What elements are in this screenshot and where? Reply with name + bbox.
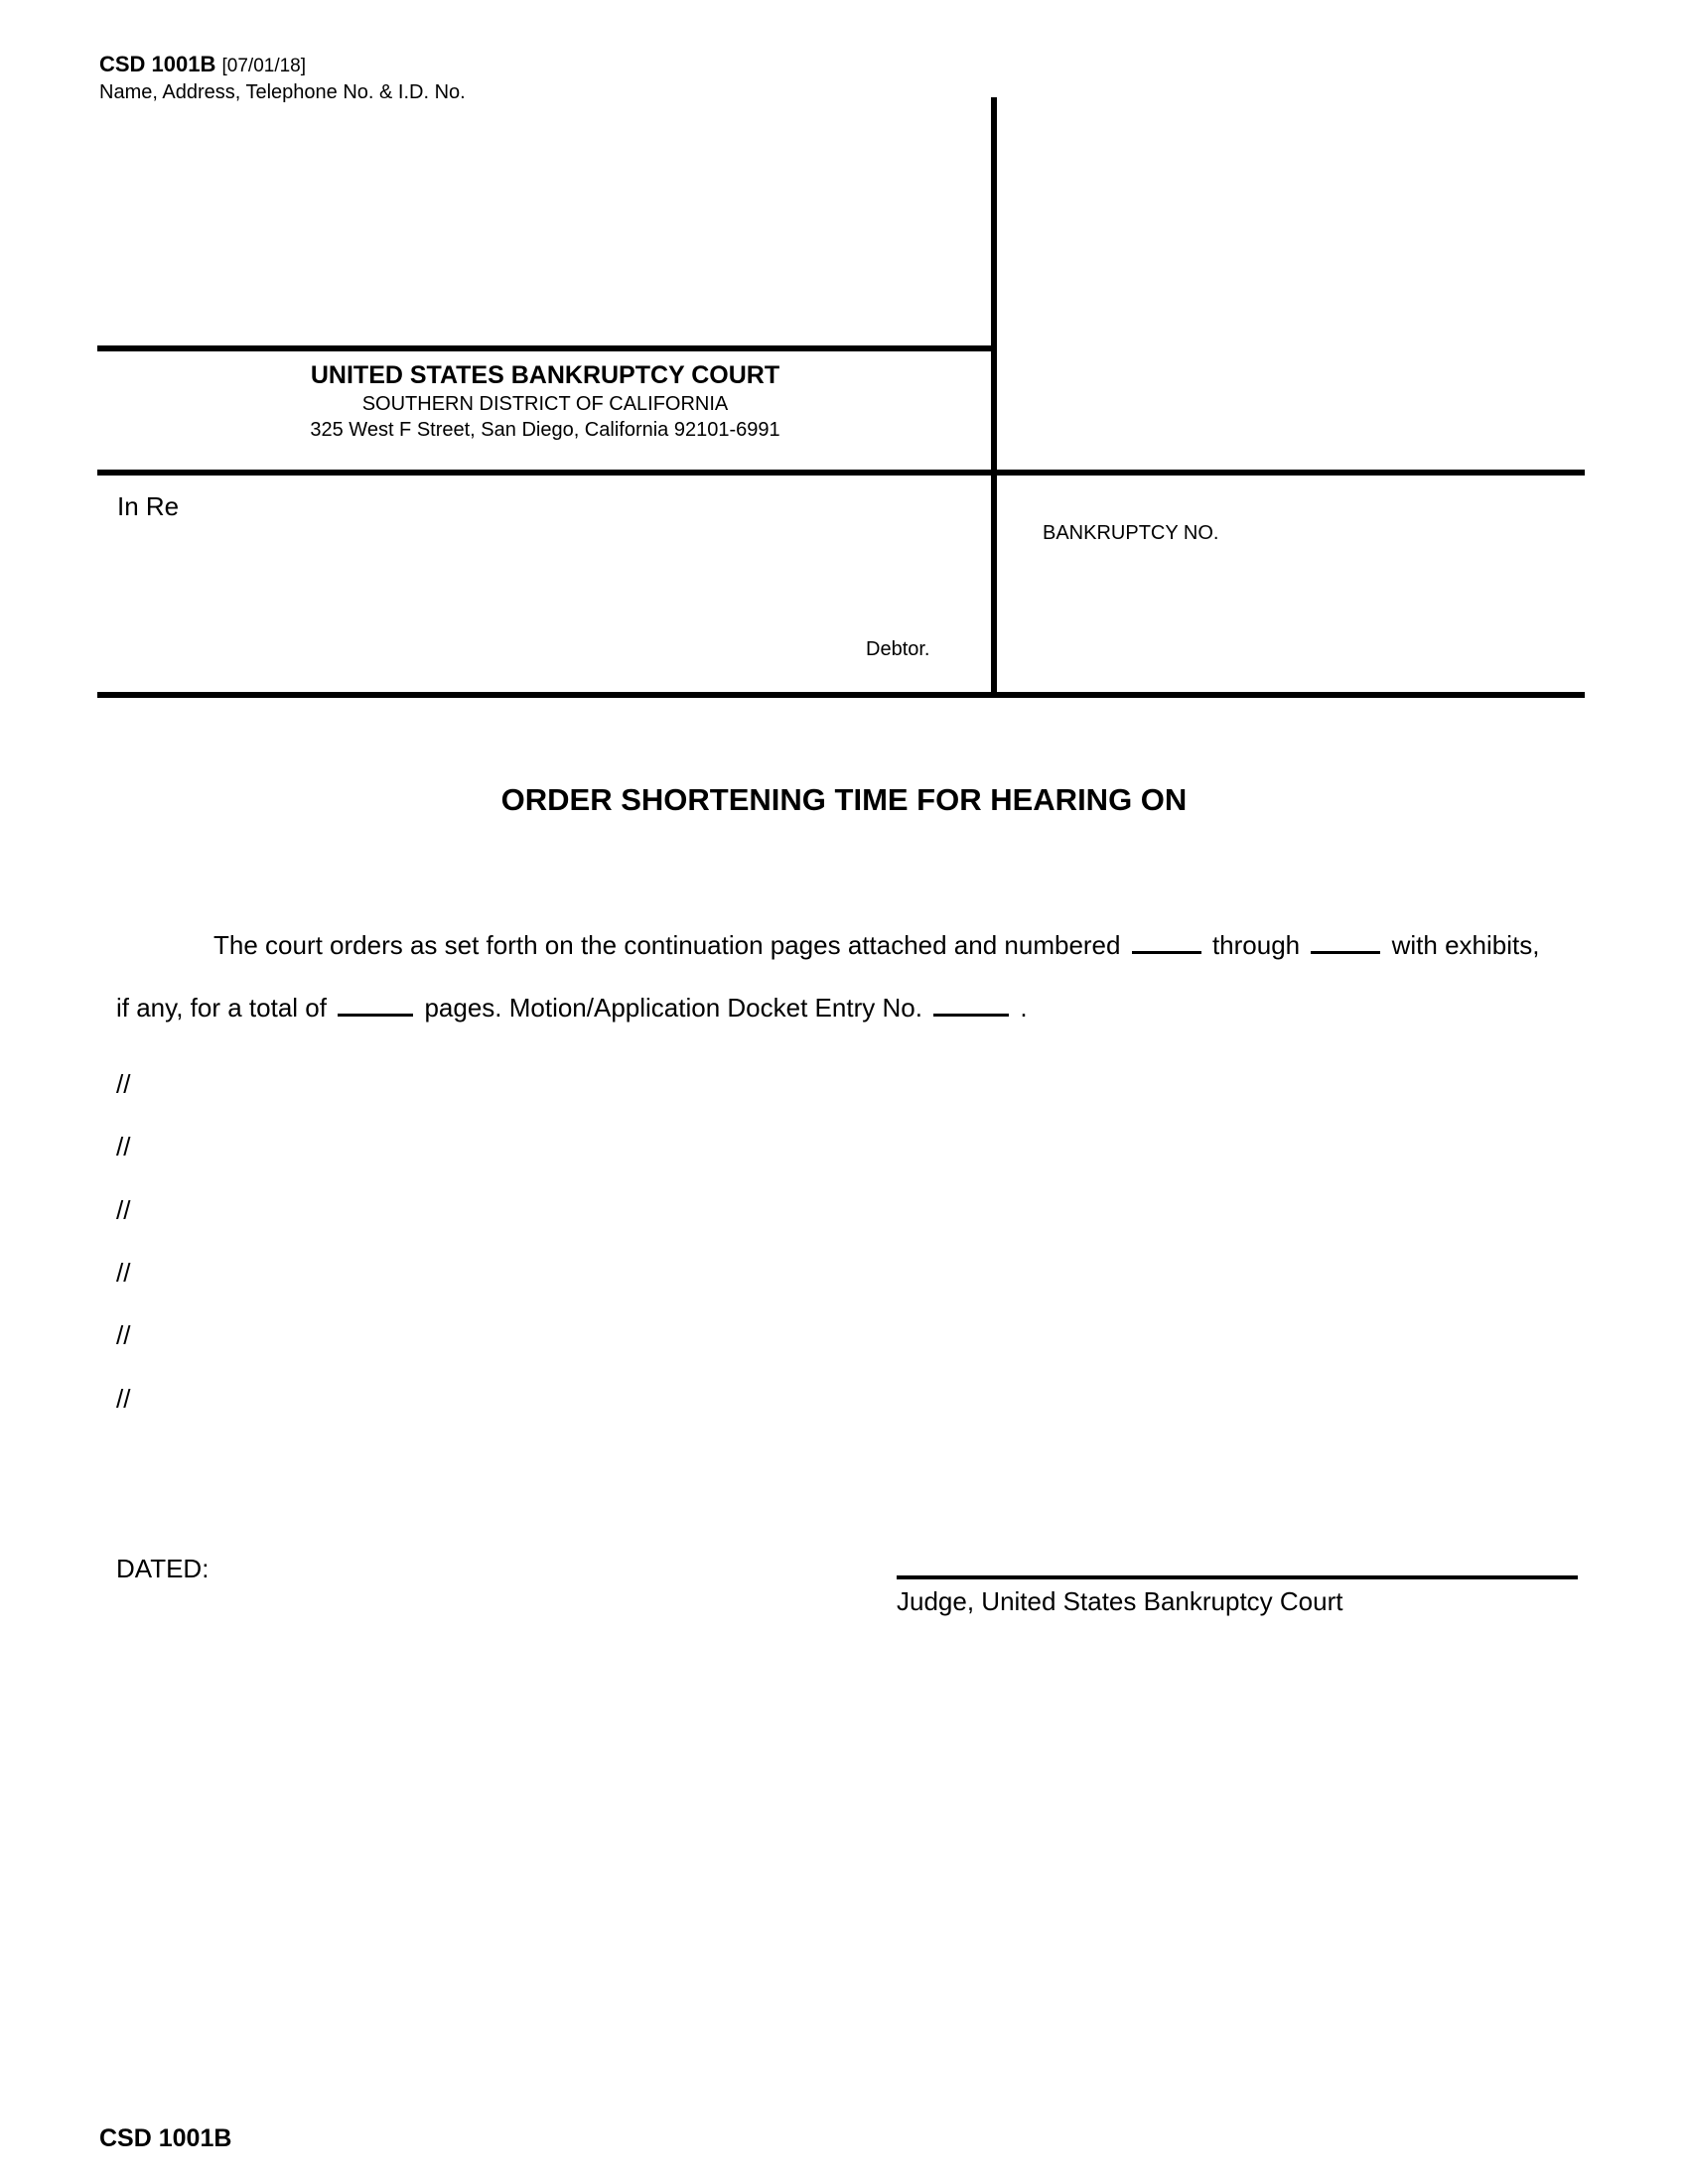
attorney-info-label: Name, Address, Telephone No. & I.D. No.	[99, 81, 466, 103]
order-text: through	[1211, 930, 1301, 960]
order-text: pages. Motion/Application Docket Entry No.	[424, 993, 922, 1023]
start-page-blank[interactable]	[1132, 927, 1201, 954]
form-code-label: CSD 1001B	[99, 52, 216, 76]
total-pages-blank[interactable]	[338, 990, 413, 1017]
order-text: if any, for a total of	[116, 993, 327, 1023]
court-district: SOUTHERN DISTRICT OF CALIFORNIA	[361, 393, 729, 415]
order-text: .	[1020, 993, 1028, 1023]
continuation-slash: //	[116, 1069, 131, 1099]
caption-bottom-rule	[97, 692, 1585, 698]
order-title: ORDER SHORTENING TIME FOR HEARING ON	[500, 782, 1188, 817]
continuation-slash: //	[116, 1195, 131, 1225]
caption-vertical-divider	[991, 97, 997, 695]
order-paragraph-line-2	[116, 990, 1028, 1024]
court-box-bottom-rule	[97, 470, 1585, 476]
end-page-blank[interactable]	[1311, 927, 1380, 954]
continuation-slash: //	[116, 1258, 131, 1288]
continuation-slash: //	[116, 1320, 131, 1350]
continuation-slash: //	[116, 1132, 131, 1161]
form-revision-date: [07/01/18]	[221, 56, 307, 76]
in-re-label: In Re	[117, 491, 180, 521]
order-text: with exhibits,	[1391, 930, 1540, 960]
attorney-box-bottom-rule	[97, 345, 994, 351]
form-code	[99, 52, 306, 77]
court-name: UNITED STATES BANKRUPTCY COURT	[310, 361, 780, 389]
judge-signature-label: Judge, United States Bankruptcy Court	[897, 1586, 1343, 1616]
order-paragraph-line-1	[213, 927, 1539, 961]
debtor-label: Debtor.	[866, 638, 930, 660]
judge-signature-line[interactable]	[897, 1575, 1578, 1579]
bankruptcy-number-label: BANKRUPTCY NO.	[1043, 522, 1219, 544]
dated-label: DATED:	[116, 1554, 210, 1583]
docket-entry-blank[interactable]	[933, 990, 1009, 1017]
continuation-slash: //	[116, 1384, 131, 1414]
court-address: 325 West F Street, San Diego, California 92101-6991	[310, 419, 780, 441]
order-text: The court orders as set forth on the continuation pages attached and numbered	[213, 930, 1121, 960]
court-heading	[99, 359, 991, 443]
footer-form-code: CSD 1001B	[99, 2124, 232, 2152]
